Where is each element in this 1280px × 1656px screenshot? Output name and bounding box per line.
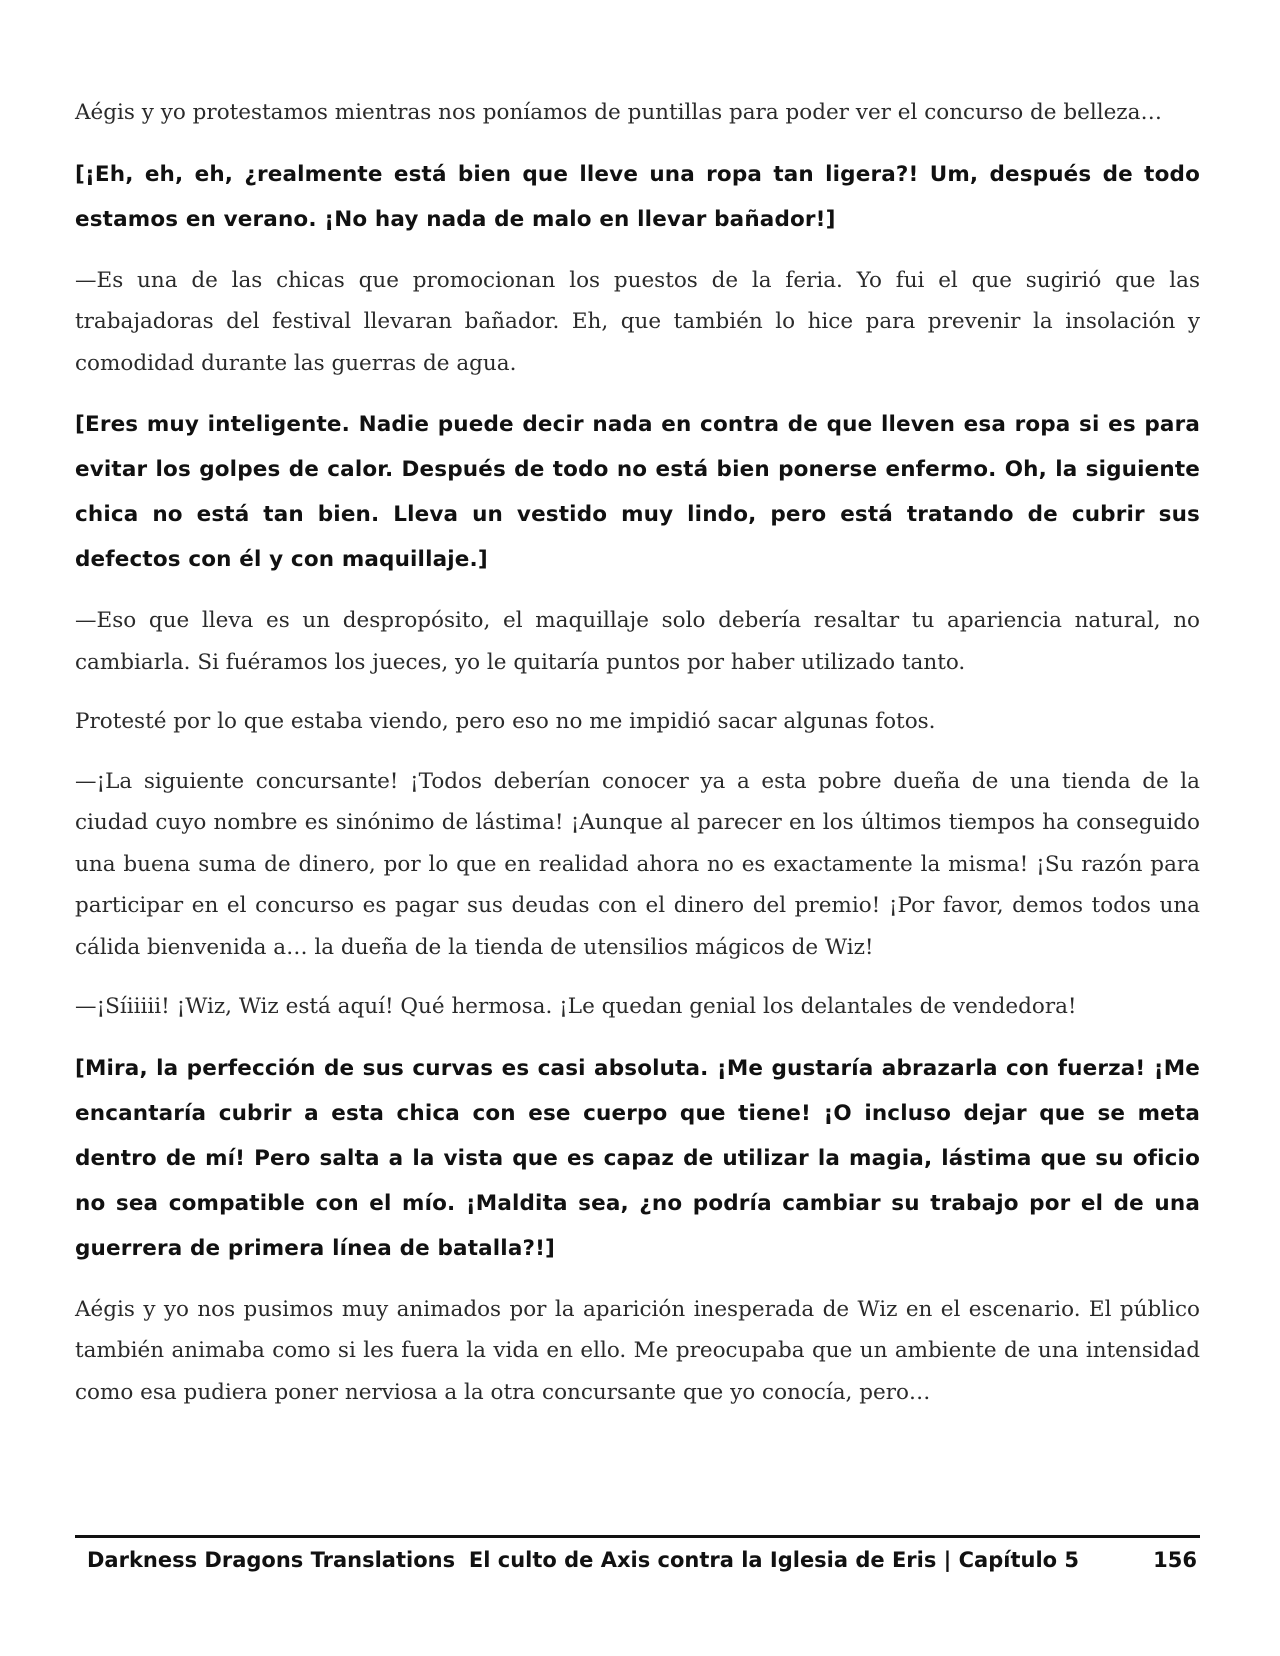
- paragraph-dialogue: —Es una de las chicas que promocionan los puestos de la feria. Yo fui el que sugirió que las trabajadoras del festival llevaran bañador. Eh, que también lo hice para prevenir la insolación y comodidad durante las guerras de agua.: [75, 267, 1200, 376]
- page-body: [75, 92, 1200, 1431]
- paragraph-dialogue: —¡Síiiiii! ¡Wiz, Wiz está aquí! Qué hermosa. ¡Le quedan genial los delantales de vendedora!: [75, 994, 1077, 1019]
- paragraph-dialogue-bracket: [¡Eh, eh, eh, ¿realmente está bien que lleve una ropa tan ligera?! Um, después de todo estamos en verano. ¡No hay nada de malo en llevar bañador!]: [75, 161, 1200, 232]
- paragraph-narration: Protesté por lo que estaba viendo, pero eso no me impidió sacar algunas fotos.: [75, 709, 936, 734]
- footer-translator-credit: Darkness Dragons Translations: [87, 1548, 456, 1572]
- paragraph-dialogue: —¡La siguiente concursante! ¡Todos deberían conocer ya a esta pobre dueña de una tienda de la ciudad cuyo nombre es sinónimo de lástima! ¡Aunque al parecer en los últimos tiempos ha conseguido una buena suma de dinero, por lo que en realidad ahora no es exactamente la misma! ¡Su razón para participar en el concurso es pagar sus deudas con el dinero del premio! ¡Por favor, demos todos una cálida bienvenida a… la dueña de la tienda de utensilios mágicos de Wiz!: [75, 768, 1200, 960]
- paragraph-narration: Aégis y yo nos pusimos muy animados por la aparición inesperada de Wiz en el escenario. El público también animaba como si les fuera la vida en ello. Me preocupaba que un ambiente de una intensidad como esa pudiera poner nerviosa a la otra concursante que yo conocía, pero…: [75, 1296, 1200, 1405]
- footer-divider: [75, 1535, 1200, 1538]
- footer-chapter-title: El culto de Axis contra la Iglesia de Eris | Capítulo 5: [468, 1548, 1079, 1572]
- paragraph-dialogue: —Eso que lleva es un despropósito, el maquillaje solo debería resaltar tu apariencia natural, no cambiarla. Si fuéramos los jueces, yo le quitaría puntos por haber utilizado tanto.: [75, 608, 1200, 675]
- paragraph-dialogue-bracket: [Eres muy inteligente. Nadie puede decir nada en contra de que lleven esa ropa si es para evitar los golpes de calor. Después de todo no está bien ponerse enfermo. Oh, la siguiente chica no está tan bien. Lleva un vestido muy lindo, pero está tratando de cubrir sus defectos con él y con maquillaje.]: [75, 412, 1200, 572]
- paragraph-narration: Aégis y yo protestamos mientras nos poníamos de puntillas para poder ver el concurso de belleza…: [75, 100, 1162, 125]
- page-number: 156: [1153, 1548, 1197, 1572]
- paragraph-dialogue-bracket: [Mira, la perfección de sus curvas es casi absoluta. ¡Me gustaría abrazarla con fuerza! ¡Me encantaría cubrir a esta chica con ese cuerpo que tiene! ¡O incluso dejar que se meta dentro de mí! Pero salta a la vista que es capaz de utilizar la magia, lástima que su oficio no sea compatible con el mío. ¡Maldita sea, ¿no podría cambiar su trabajo por el de una guerrera de primera línea de batalla?!]: [75, 1055, 1200, 1261]
